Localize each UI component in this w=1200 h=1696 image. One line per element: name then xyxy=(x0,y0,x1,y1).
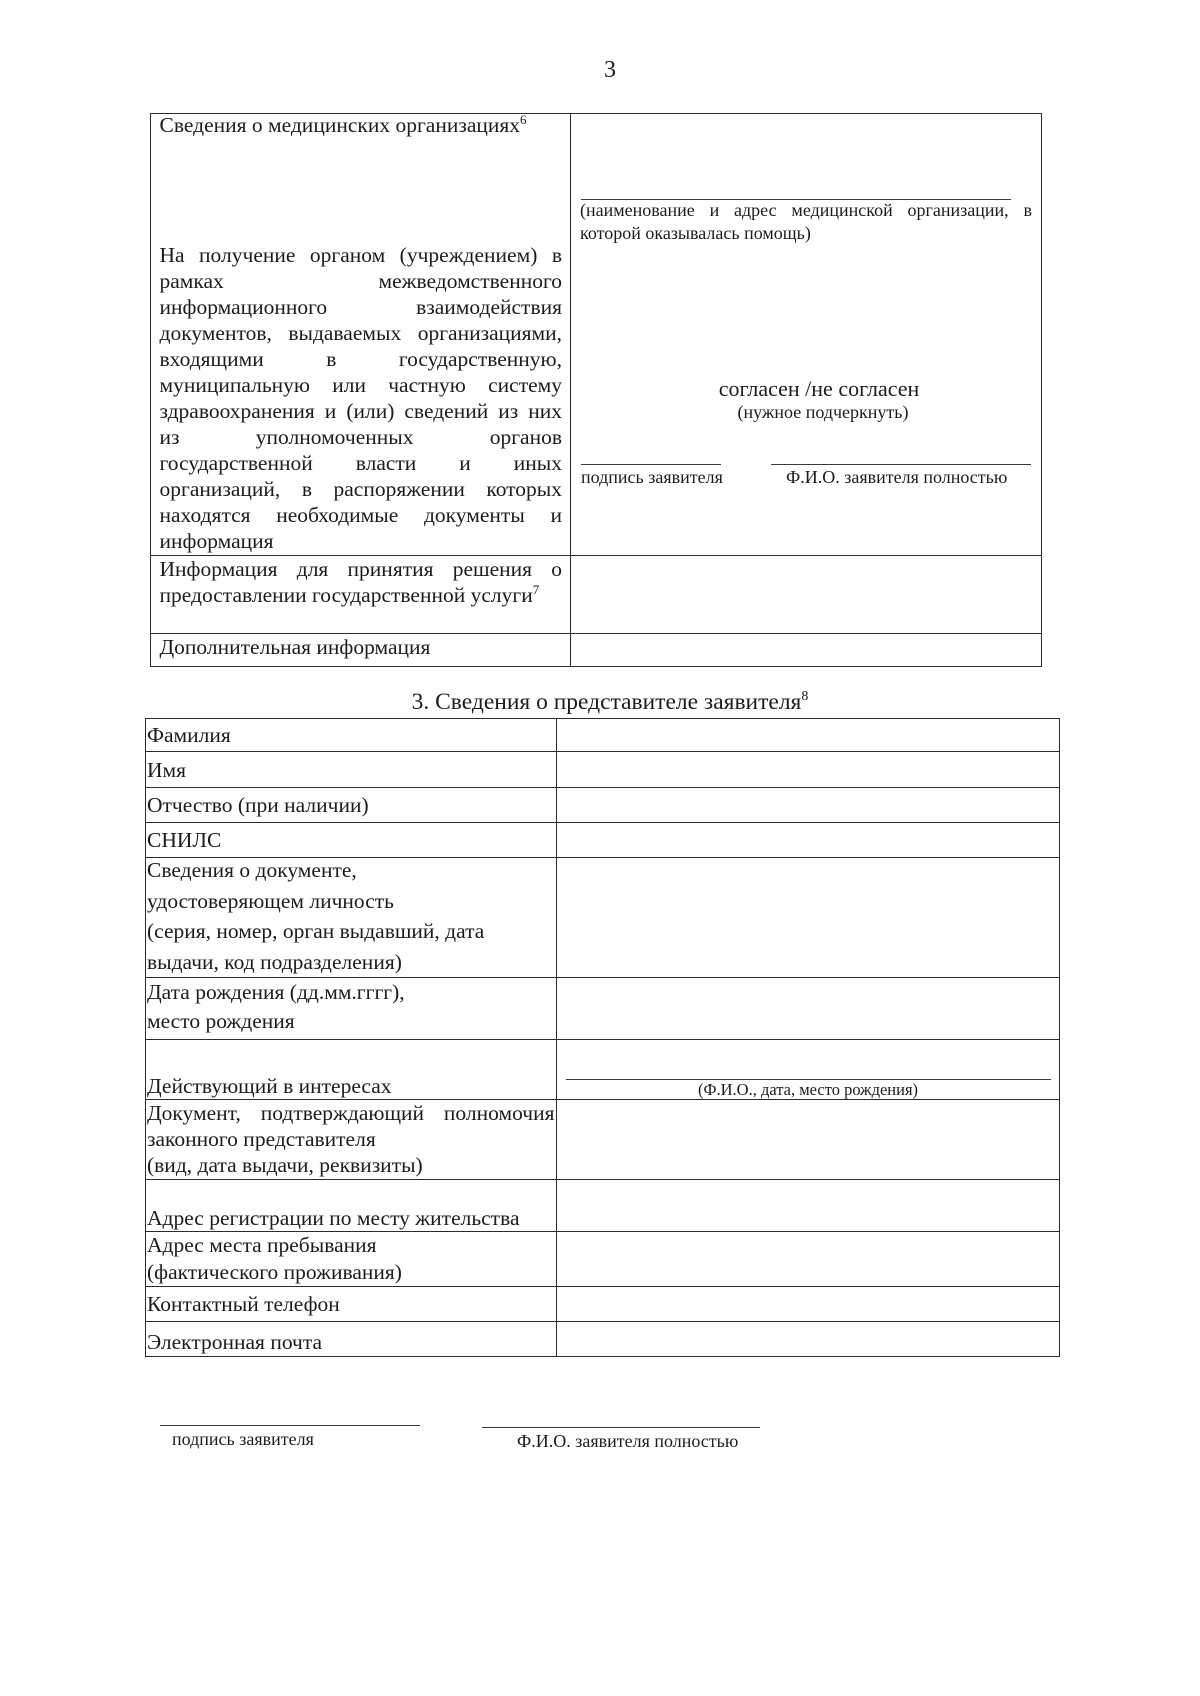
consent-choice: согласен /не согласен xyxy=(718,376,920,401)
residence-address-label-line: Адрес места пребывания xyxy=(147,1233,377,1257)
birth-date-place-label-cell xyxy=(146,978,557,1040)
footer-signature-caption: подпись заявителя xyxy=(172,1429,314,1449)
footnote-mark: 8 xyxy=(801,689,809,704)
email-label-cell xyxy=(146,1322,557,1356)
representative-section-heading: 3. Сведения о представителе заявителя$^8$ xyxy=(411,689,809,715)
decision-info-label-line: предоставлении государственной услуги$^7$ xyxy=(159,582,540,607)
footer-signature-fill-line xyxy=(160,1425,420,1426)
consent-text-line: информация xyxy=(159,529,274,553)
signature-fill-line xyxy=(581,464,721,465)
footer-fio-fill-line xyxy=(482,1427,760,1428)
residence-address-label-cell xyxy=(146,1232,557,1287)
birth-date-place-label-line: место рождения xyxy=(147,1009,295,1033)
consent-text-line: документов, выдаваемых организациями, xyxy=(159,321,562,345)
footnote-mark: 6 xyxy=(520,112,527,127)
registration-address-label: Адрес регистрации по месту жительства xyxy=(147,1206,520,1230)
patronymic-value-cell xyxy=(557,788,1059,823)
decision-info-value-cell xyxy=(571,556,1041,634)
additional-info-label-cell xyxy=(151,634,571,666)
consent-text-line: входящими в государственную, xyxy=(159,347,562,371)
contact-phone-label-cell xyxy=(146,1287,557,1322)
snils-label: СНИЛС xyxy=(147,828,222,852)
representative-table xyxy=(145,718,1060,1357)
signature-caption: подпись заявителя xyxy=(581,467,723,487)
decision-info-label-line: Информация для принятия решения о xyxy=(159,557,562,581)
organization-caption-line: которой оказывалась помощь) xyxy=(580,223,811,243)
surname-value-cell xyxy=(557,719,1059,752)
consent-text-line: организаций, в распоряжении которых xyxy=(159,477,562,501)
email-value-cell xyxy=(557,1322,1059,1356)
surname-label: Фамилия xyxy=(147,723,231,747)
medical-organizations-label-cell xyxy=(151,114,571,556)
identity-document-label-line: удостоверяющем личность xyxy=(147,888,394,913)
registration-address-label-cell xyxy=(146,1180,557,1232)
consent-request-text xyxy=(160,242,563,554)
consent-text-line: рамках межведомственного xyxy=(159,269,562,293)
consent-text-line: информационного взаимодействия xyxy=(159,295,562,319)
patronymic-label: Отчество (при наличии) xyxy=(147,793,369,817)
consent-hint: (нужное подчеркнуть) xyxy=(737,402,909,422)
email-label: Электронная почта xyxy=(147,1329,323,1354)
medical-organizations-label: Сведения о медицинских организациях$^6$ xyxy=(159,112,527,137)
organization-caption xyxy=(580,199,1032,245)
birth-date-place-value-cell xyxy=(557,978,1059,1040)
identity-document-label-line: (серия, номер, орган выдавший, дата xyxy=(147,919,485,943)
organization-caption-line: (наименование и адрес медицинской организации, в xyxy=(580,200,1032,220)
acting-on-behalf-label: Действующий в интересах xyxy=(147,1074,392,1098)
fio-caption: Ф.И.О. заявителя полностью xyxy=(786,467,1008,487)
first-name-label-cell xyxy=(146,752,557,788)
authority-document-label-line: (вид, дата выдачи, реквизиты) xyxy=(147,1153,423,1177)
consent-text-line: здравоохранения и (или) сведений из них xyxy=(159,399,562,423)
page-number: 3 xyxy=(604,57,616,83)
consent-text-line: из уполномоченных органов xyxy=(159,425,562,449)
acting-on-behalf-label-cell xyxy=(146,1040,557,1100)
acting-on-behalf-caption: (Ф.И.О., дата, место рождения) xyxy=(697,1080,919,1099)
identity-document-label-cell xyxy=(146,858,557,978)
patronymic-label-cell xyxy=(146,788,557,823)
footnote-mark: 7 xyxy=(532,582,540,597)
footer-fio-caption: Ф.И.О. заявителя полностью xyxy=(517,1431,739,1451)
authority-document-label-line: законного представителя xyxy=(147,1127,376,1151)
acting-on-behalf-value-cell xyxy=(557,1040,1059,1100)
authority-document-label-line: Документ, подтверждающий полномочия xyxy=(147,1101,555,1125)
additional-info-value-cell xyxy=(571,634,1041,666)
authority-document-label-cell xyxy=(146,1100,557,1180)
residence-address-label-line: (фактического проживания) xyxy=(147,1260,402,1284)
snils-label-cell xyxy=(146,823,557,858)
consent-text-line: государственной власти и иных xyxy=(159,451,562,475)
surname-label-cell xyxy=(146,719,557,752)
identity-document-value-cell xyxy=(557,858,1059,978)
contact-phone-label: Контактный телефон xyxy=(147,1292,340,1316)
snils-value-cell xyxy=(557,823,1059,858)
first-name-label: Имя xyxy=(147,757,187,782)
authority-document-value-cell xyxy=(557,1100,1059,1180)
decision-info-label-cell xyxy=(151,556,571,634)
first-name-value-cell xyxy=(557,752,1059,788)
consent-text-line: На получение органом (учреждением) в xyxy=(159,243,562,267)
identity-document-label-line: Сведения о документе, xyxy=(147,858,357,882)
medical-info-table xyxy=(150,113,1042,667)
consent-text-line: находятся необходимые документы и xyxy=(159,503,562,527)
additional-info-label: Дополнительная информация xyxy=(159,635,431,659)
fio-fill-line xyxy=(771,464,1031,465)
consent-text-line: муниципальную или частную систему xyxy=(159,373,562,397)
identity-document-label-line: выдачи, код подразделения) xyxy=(147,949,402,974)
contact-phone-value-cell xyxy=(557,1287,1059,1322)
medical-organizations-value-cell xyxy=(571,114,1041,556)
residence-address-value-cell xyxy=(557,1232,1059,1287)
registration-address-value-cell xyxy=(557,1180,1059,1232)
birth-date-place-label-line: Дата рождения (дд.мм.гггг), xyxy=(147,980,405,1004)
